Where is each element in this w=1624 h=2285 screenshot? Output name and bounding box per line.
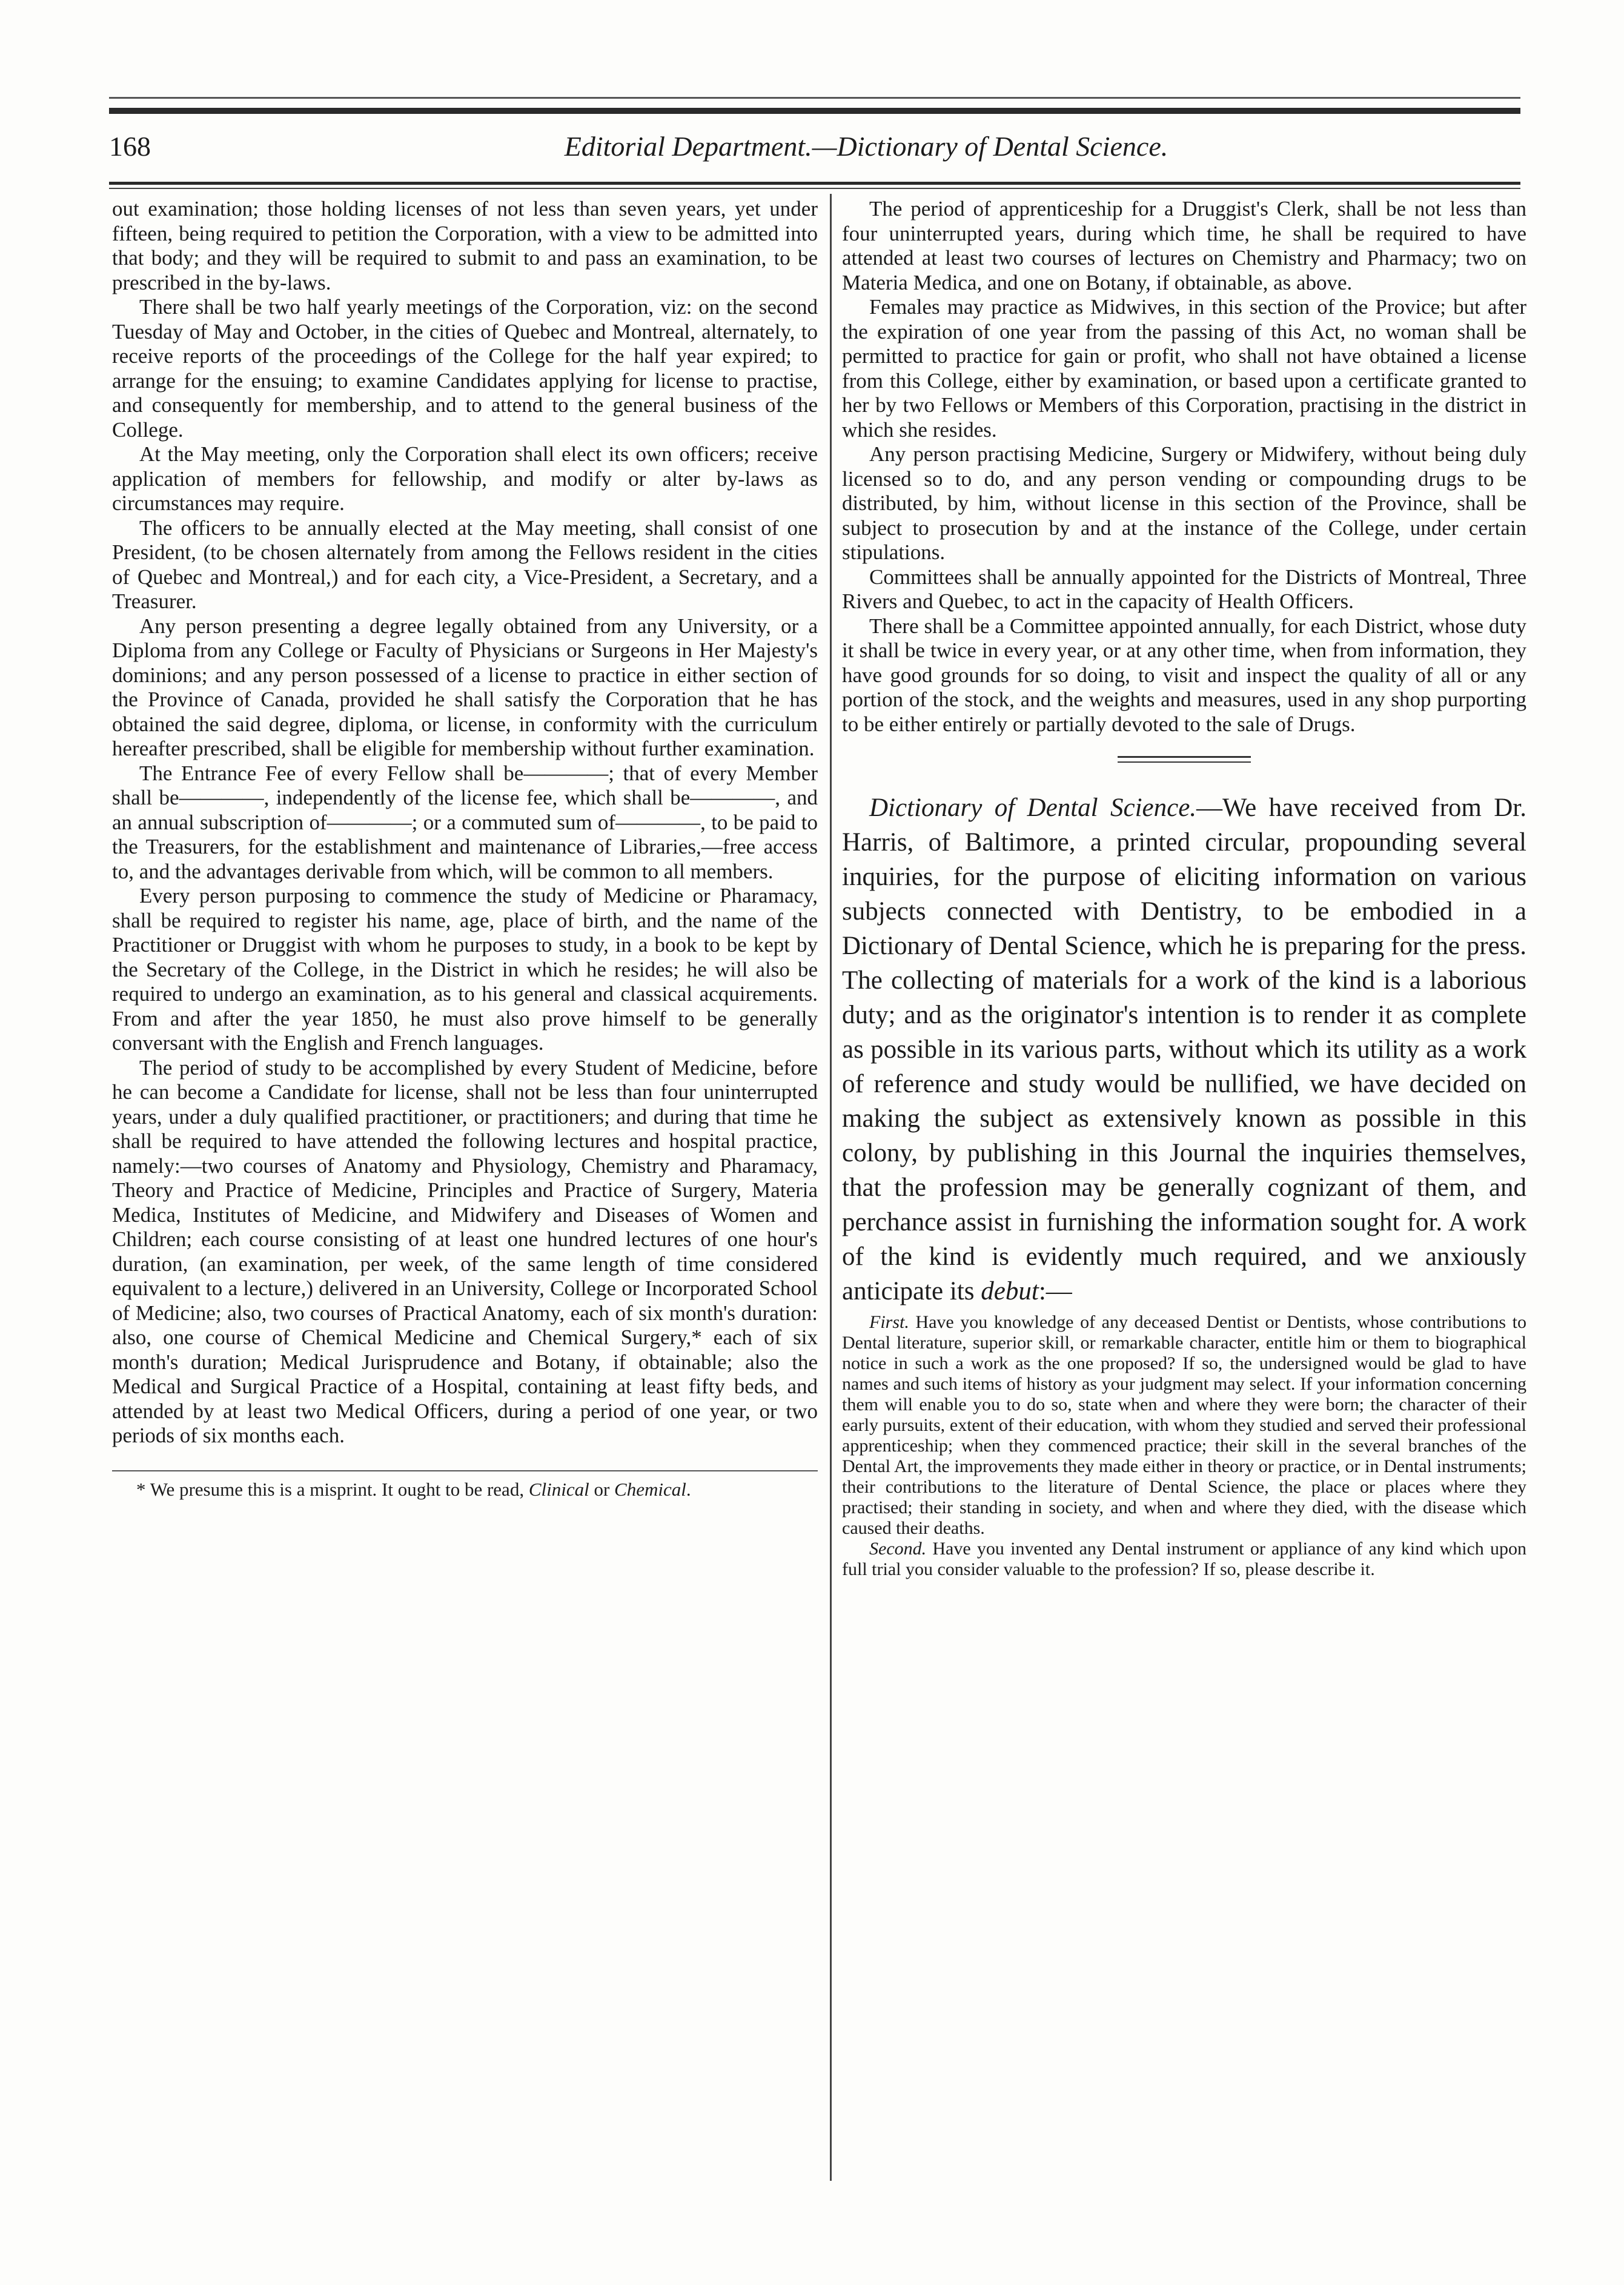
running-head: Editorial Department.—Dictionary of Dental Science. — [564, 131, 1168, 162]
paragraph: There shall be two half yearly meetings of the Corporation, viz: on the second Tuesday of May and October, in the cities of Quebec and Montreal, alternately, to receive reports of the proceedings of the College for the half year expired; to arrange for the ensuing; to examine Candidates applying for license to practise, and consequently for membership, and to attend to the general business of the College. — [112, 295, 818, 442]
top-border-thin — [109, 97, 1520, 99]
question-lead: Second. — [869, 1539, 927, 1559]
article-term: debut — [981, 1277, 1039, 1305]
footnote-term: Clinical — [528, 1478, 589, 1500]
dictionary-article — [842, 791, 1526, 1308]
paragraph: The officers to be annually elected at the May meeting, shall consist of one President, (to be chosen alternately from among the Fellows resident in the cities of Quebec and Montreal,) and for each city, a Vice-President, a Secretary, and a Treasurer. — [112, 516, 818, 613]
paragraph: Females may practice as Midwives, in this section of the Provice; but after the expiration of one year from the passing of this Act, no woman shall be permitted to practice for gain or profit, who shall not have obtained a license from this College, either by examination, or based upon a certificate granted to her by two Fellows or Members of this Corporation, practising in the district in which she resides. — [842, 295, 1526, 442]
footnote-text: or — [589, 1478, 615, 1500]
left-column — [112, 197, 818, 1501]
paragraph: Any person practising Medicine, Surgery or Midwifery, without being duly licensed so to do, and any person vending or compounding drugs to be distributed, by him, without license in this section of the Province, shall be subject to prosecution by and at the instance of the College, under certain stipulations. — [842, 442, 1526, 564]
top-border-thick — [109, 108, 1520, 114]
article-body: —We have received from Dr. Harris, of Baltimore, a printed circular, propounding several inquiries, for the purpose of eliciting information on various subjects connected with Dentistry, to be embodied in a Dictionary of Dental Science, which he is preparing for the press. The collecting of materials for a work of the kind is a laborious duty; and as the originator's intention is to render it as complete as possible in its various parts, without which its utility as a work of reference and study would be nullified, we have decided on making the subject as extensively known as possible in this colony, by publishing in this Journal the inquiries themselves, that the profession may be generally cognizant of them, and perchance assist in furnishing the information sought for. A work of the kind is evidently much required, and we anxiously anticipate its — [842, 794, 1526, 1305]
paragraph: Any person presenting a degree legally obtained from any University, or a Diploma from any College or Faculty of Physicians or Surgeons in Her Majesty's dominions; and any person possessed of a license to practice in either section of the Province of Canada, provided he shall satisfy the Corporation that he has obtained the said degree, diploma, or license, in conformity with the curriculum hereafter prescribed, shall be eligible for membership without further examination. — [112, 614, 818, 760]
section-rule-thin — [1118, 761, 1251, 763]
page-header — [109, 128, 1520, 171]
footnote-term: Chemical — [614, 1478, 686, 1500]
header-rule-thin — [109, 188, 1520, 189]
paragraph: The period of apprenticeship for a Druggist's Clerk, shall be not less than four uninterrupted years, during which time, he shall be required to have attended at least two courses of lectures on Chemistry and Pharmacy; two on Materia Medica, and one on Botany, if obtainable, as above. — [842, 197, 1526, 294]
paragraph: Committees shall be annually appointed for the Districts of Montreal, Three Rivers and Quebec, to act in the capacity of Health Officers. — [842, 565, 1526, 613]
header-rule — [109, 182, 1520, 185]
page-number: 168 — [109, 131, 151, 162]
right-column — [842, 197, 1526, 1580]
section-rule — [1118, 756, 1251, 758]
question-text: Have you knowledge of any deceased Dentist or Dentists, whose contributions to Dental literature, superior skill, or remarkable character, entitle him or them to biographical notice in such a work as the one proposed? If so, the undersigned would be glad to have names and such items of history as your judgment may select. If your information concerning them will enable you to do so, state when and where they were born; the character of their early pursuits, extent of their education, with whom they studied and served their professional apprenticeship; when they commenced practice; their skill in the several branches of the Dental Art, the improvements they made either in theory or practice, or in Dental instruments; their contributions to the literature of Dental Science, the place or places where they practised; their standing in society, and when and where they died, with the disease which caused their deaths. — [842, 1312, 1526, 1538]
paragraph: Every person purposing to commence the study of Medicine or Pharamacy, shall be required to register his name, age, place of birth, and the name of the Practitioner or Druggist with whom he purposes to study, in a book to be kept by the Secretary of the College, in the District in which he resides; he will also be required to undergo an examination, as to his general and classical acquirements. From and after the year 1850, he must also prove himself to be generally conversant with the English and French languages. — [112, 884, 818, 1055]
paragraph: The Entrance Fee of every Fellow shall be————; that of every Member shall be————, independently of the license fee, which shall be————, and an annual subscription of————; or a commuted sum of————, to be paid to the Treasurers, for the establishment and maintenance of Libraries,—free access to, and the advantages derivable from which, will be common to all members. — [112, 761, 818, 883]
column-divider — [830, 194, 832, 2181]
article-tail: :— — [1038, 1277, 1072, 1305]
question-item — [842, 1539, 1526, 1580]
footnote-text: * We presume this is a misprint. It ought to be read, — [136, 1478, 529, 1500]
article-title: Dictionary of Dental Science. — [869, 794, 1197, 822]
paragraph: At the May meeting, only the Corporation shall elect its own officers; receive application of members for fellowship, and modify or alter by-laws as circumstances may require. — [112, 442, 818, 515]
paragraph: out examination; those holding licenses of not less than seven years, yet under fifteen, being required to petition the Corporation, with a view to be admitted into that body; and they will be required to submit to and pass an examination, to be prescribed in the by-laws. — [112, 197, 818, 294]
paragraph: The period of study to be accomplished by every Student of Medicine, before he can become a Candidate for license, shall not be less than four uninterrupted years, under a duly qualified practitioner, or practitioners; and during that time he shall be required to have attended the following lectures and hospital practice, namely:—two courses of Anatomy and Physiology, Chemistry and Pharamacy, Theory and Practice of Medicine, Principles and Practice of Surgery, Materia Medica, Institutes of Medicine, and Midwifery and Diseases of Women and Children; each course consisting of at least one hundred lectures of one hour's duration, (an examination, per week, of the same length of time considered equivalent to a lecture,) delivered in an University, College or Incorporated School of Medicine; also, two courses of Practical Anatomy, each of six month's duration: also, one course of Chemical Medicine and Chemical Surgery,* each of six month's duration; Medical Jurisprudence and Botany, if obtainable; also the Medical and Surgical Practice of a Hospital, containing at least fifty beds, and attended by at least two Medical Officers, during a period of one year, or two periods of six months each. — [112, 1055, 818, 1447]
question-item — [842, 1312, 1526, 1539]
footnote-rule — [112, 1470, 818, 1471]
footnote-text: . — [686, 1478, 691, 1500]
question-text: Have you invented any Dental instrument or appliance of any kind which upon full trial you consider valuable to the profession? If so, please describe it. — [842, 1539, 1526, 1579]
paragraph: There shall be a Committee appointed annually, for each District, whose duty it shall be twice in every year, or at any other time, when from information, they have good grounds for so doing, to visit and inspect the quality of all or any portion of the stock, and the weights and measures, used in any shop purporting to be either entirely or partially devoted to the sale of Drugs. — [842, 614, 1526, 736]
question-lead: First. — [869, 1312, 909, 1332]
footnote — [112, 1479, 818, 1501]
